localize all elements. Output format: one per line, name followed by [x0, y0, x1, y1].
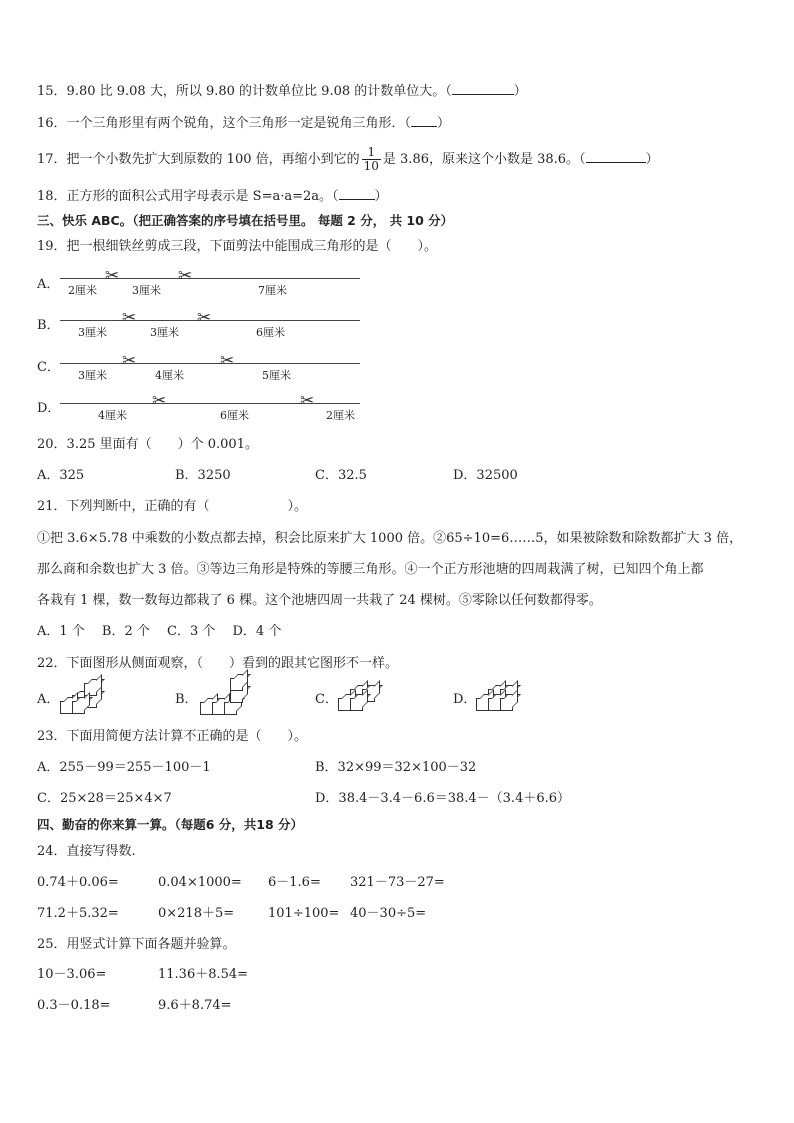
option-d-letter[interactable]: D． [37, 401, 61, 416]
option-d[interactable]: D． [453, 692, 477, 707]
calc-item: 9.6＋8.74= [158, 998, 232, 1013]
cube [230, 678, 243, 691]
wire-a [60, 266, 360, 310]
question-25: 25．用竖式计算下面各题并验算。 [37, 937, 236, 952]
option-c[interactable]: C．32.5 [315, 468, 367, 483]
cube [350, 698, 363, 711]
scissors-icon: ✂ [122, 351, 137, 371]
calc-item: 0.3－0.18= [37, 998, 111, 1013]
wire-line [60, 403, 360, 404]
option-b[interactable]: B．32×99＝32×100－32 [315, 760, 477, 775]
scissors-icon: ✂ [178, 266, 193, 286]
calc-item: 0.04×1000= [158, 875, 242, 890]
segment-label: 7厘米 [258, 284, 287, 297]
option-a[interactable]: A．325 [37, 468, 85, 483]
cube-figure-d [476, 688, 521, 714]
segment-label: 3厘米 [78, 369, 107, 382]
segment-label: 3厘米 [78, 326, 107, 339]
wire-line [60, 363, 360, 364]
question-24: 24．直接写得数. [37, 844, 136, 859]
segment-label: 4厘米 [155, 369, 184, 382]
segment-label: 3厘米 [150, 326, 179, 339]
question-15: 15．9.80 比 9.08 大，所以 9.80 的计数单位比 9.08 的计数单位大。（ ） [37, 84, 527, 99]
segment-label: 4厘米 [98, 409, 127, 422]
option-d[interactable]: D．38.4－3.4－6.6＝38.4－（3.4＋6.6） [315, 791, 571, 806]
segment-label: 2厘米 [68, 284, 97, 297]
option-a[interactable]: A． [37, 692, 60, 707]
calc-item: 0.74＋0.06= [37, 875, 119, 890]
statement-line: ①把 3.6×5.78 中乘数的小数点都去掉，积会比原来扩大 1000 倍。②65÷10=6……5，如果被除数和除数都扩大 3 倍， [37, 531, 743, 546]
option-a-letter[interactable]: A． [37, 277, 60, 292]
cube-figure-c [338, 688, 383, 714]
scissors-icon: ✂ [197, 308, 212, 328]
option-c-letter[interactable]: C． [37, 360, 60, 375]
scissors-icon: ✂ [220, 351, 235, 371]
section-4-heading: 四、勤奋的你来算一算。（每题6 分，共18 分） [37, 817, 304, 832]
calc-item: 10－3.06= [37, 967, 107, 982]
wire-c [60, 351, 360, 395]
calc-item: 40－30÷5= [350, 906, 427, 921]
cube [230, 690, 243, 703]
option-b[interactable]: B．3250 [175, 468, 231, 483]
question-23: 23．下面用简便方法计算不正确的是（ ）。 [37, 729, 308, 744]
statement-line: 各栽有 1 棵，数一数每边都栽了 6 棵。这个池塘四周一共栽了 24 棵树。⑤零除以任何数都得零。 [37, 593, 602, 608]
calc-item: 0×218＋5= [158, 906, 235, 921]
scissors-icon: ✂ [122, 308, 137, 328]
calc-item: 6－1.6= [268, 875, 321, 890]
segment-label: 3厘米 [132, 284, 161, 297]
answer-blank[interactable] [586, 150, 646, 163]
segment-label: 6厘米 [220, 409, 249, 422]
question-21: 21．下列判断中，正确的有（ ）。 [37, 499, 308, 514]
option-c[interactable]: C．25×28＝25×4×7 [37, 791, 172, 806]
scissors-icon: ✂ [105, 266, 120, 286]
calc-item: 101÷100= [268, 906, 340, 921]
option-a[interactable]: A．255－99＝255－100－1 [37, 760, 211, 775]
cube [72, 701, 85, 714]
fraction: $\frac{1}{10}$ [363, 145, 379, 173]
wire-d [60, 391, 360, 435]
calc-item: 71.2＋5.32= [37, 906, 119, 921]
segment-label: 5厘米 [262, 369, 291, 382]
segment-label: 6厘米 [256, 326, 285, 339]
option-d[interactable]: D．32500 [453, 468, 518, 483]
scissors-icon: ✂ [152, 391, 167, 411]
cube [500, 698, 513, 711]
question-20: 20．3.25 里面有（ ）个 0.001。 [37, 437, 258, 452]
wire-b [60, 308, 360, 352]
segment-label: 2厘米 [326, 409, 355, 422]
section-3-heading: 三、快乐 ABC。（把正确答案的序号填在括号里。 每题 2 分， 共 10 分） [37, 213, 454, 228]
question-22: 22．下面图形从侧面观察，（ ）看到的跟其它图形不一样。 [37, 656, 399, 671]
scissors-icon: ✂ [300, 391, 315, 411]
question-16: 16．一个三角形里有两个锐角，这个三角形一定是锐角三角形．（ ） [37, 116, 451, 131]
answer-blank[interactable] [452, 82, 514, 95]
option-b-letter[interactable]: B． [37, 318, 60, 333]
cube-figure-a [60, 688, 110, 714]
calc-item: 321－73－27= [350, 875, 445, 890]
cube [224, 702, 237, 715]
answer-blank[interactable] [411, 114, 437, 127]
statement-line: 那么商和余数也扩大 3 倍。③等边三角形是特殊的等腰三角形。④一个正方形池塘的四周栽满了树，已知四个角上都 [37, 562, 704, 577]
cube-figure-b [200, 682, 250, 714]
calc-item: 11.36＋8.54= [158, 967, 249, 982]
cube [84, 683, 97, 696]
option-c[interactable]: C． [315, 692, 338, 707]
answer-blank[interactable] [339, 187, 375, 200]
question-21-options[interactable]: A．1 个 B．2 个 C．3 个 D．4 个 [37, 624, 282, 639]
question-17: 17．把一个小数先扩大到原数的 100 倍，再缩小到它的 $\frac{1}{10}$ 是 3.86，原来这个小数是 38.6。（ ） [37, 145, 659, 173]
option-b[interactable]: B． [175, 692, 198, 707]
question-18: 18．正方形的面积公式用字母表示是 S=a·a=2a。（ ） [37, 189, 388, 204]
question-19: 19．把一根细铁丝剪成三段，下面剪法中能围成三角形的是（ ）。 [37, 239, 438, 254]
